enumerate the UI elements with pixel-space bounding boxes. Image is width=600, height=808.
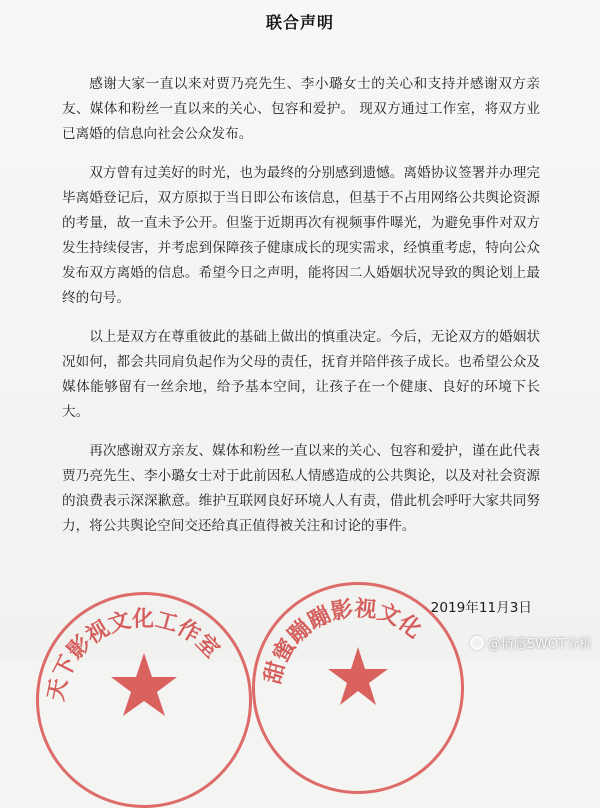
- statement-body: [62, 72, 540, 553]
- seal-star-icon: [111, 653, 177, 716]
- studio-seal-left: [36, 592, 252, 808]
- statement-date: 2019年11月3日: [430, 600, 532, 616]
- page-title: 联合声明: [265, 13, 334, 32]
- watermark: [470, 633, 592, 652]
- weibo-icon: [470, 636, 484, 650]
- watermark-text: @情感SWOT分析: [487, 637, 592, 652]
- paragraph: 双方曾有过美好的时光，也为最终的分别感到遗憾。离婚协议签署并办理完毕离婚登记后，双方原拟于当日即公布该信息，但基于不占用网络公共舆论资源的考量，故一直未予公开。但鉴于近期再次有视频事件曝光，为避免事件对双方发生持续侵害，并考虑到保障孩子健康成长的现实需求，经慎重考虑，特向公众发布双方离婚的信息。希望今日之声明，能将因二人婚姻状况导致的舆论划上最终的句号。: [62, 165, 540, 306]
- seal-graphic: [39, 595, 249, 805]
- paragraph: 感谢大家一直以来对贾乃亮先生、李小璐女士的关心和支持并感谢双方亲友、媒体和粉丝一直以来的关心、包容和爱护。 现双方通过工作室，将双方业已离婚的信息向社会公众发布。: [62, 76, 540, 142]
- paragraph: 以上是双方在尊重彼此的基础上做出的慎重决定。今后，无论双方的婚姻状况如何，都会共同肩负起作为父母的责任，抚育并陪伴孩子成长。也希望公众及媒体能够留有一丝余地，给予基本空间，让孩子在一个健康、良好的环境下长大。: [62, 329, 540, 420]
- seal-graphic: [255, 585, 461, 791]
- paragraph: 再次感谢双方亲友、媒体和粉丝一直以来的关心、包容和爱护，谨在此代表贾乃亮先生、李小璐女士对于此前因私人情感造成的公共舆论，以及对社会资源的浪费表示深深歉意。维护互联网良好环境人人有责，借此机会呼吁大家共同努力，将公共舆论空间交还给真正值得被关注和讨论的事件。: [62, 443, 540, 534]
- seal-left-text: 天下影视文化工作室: [42, 605, 225, 703]
- seal-right-text: 甜蜜蹦蹦影视文化: [259, 595, 427, 687]
- seal-star-icon: [328, 647, 388, 705]
- studio-seal-right: [252, 582, 464, 794]
